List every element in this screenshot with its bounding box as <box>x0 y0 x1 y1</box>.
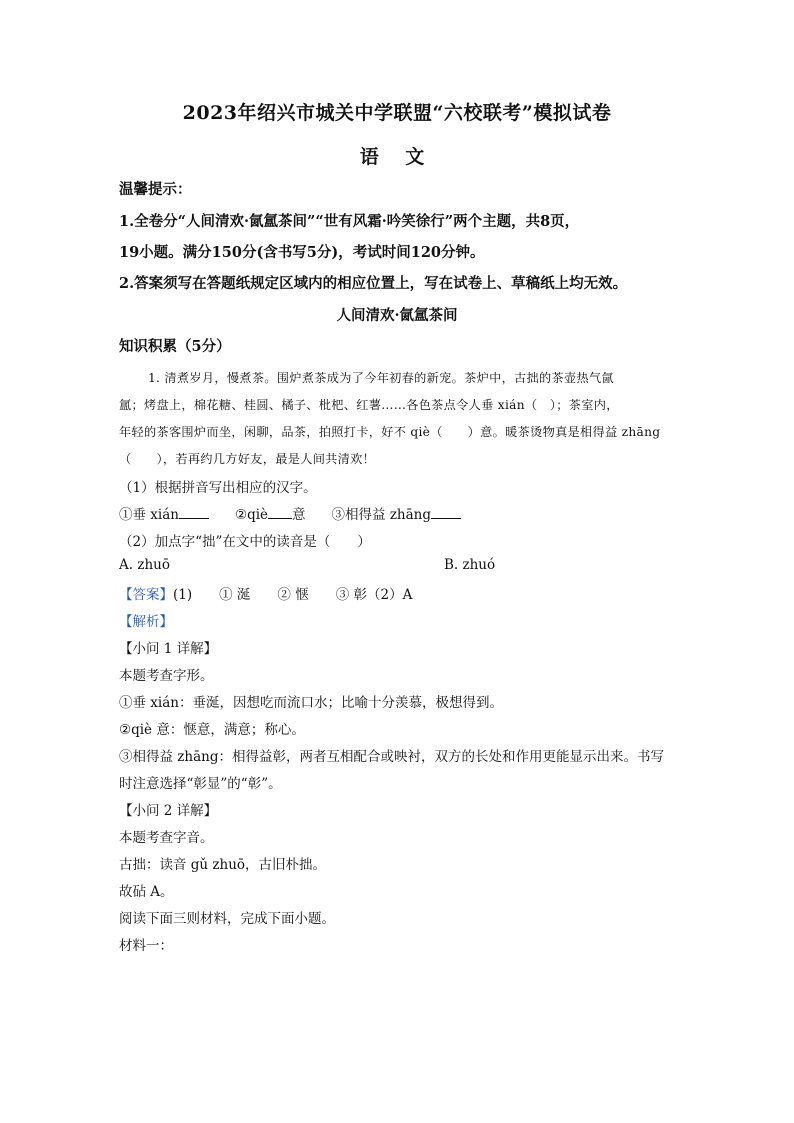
sub1-heading: 【小问 1 详解】 <box>119 641 218 657</box>
option-b: B. zhuó <box>444 557 496 573</box>
question-1-stem: （1）根据拼音写出相应的汉字。 <box>119 480 317 496</box>
page-title: 2023年绍兴市城关中学联盟“六校联考”模拟试卷 <box>182 102 612 124</box>
sub2-intro: 本题考查字音。 <box>119 830 214 846</box>
analysis-label: 【解析】 <box>119 614 173 630</box>
section-part-heading: 知识积累（5分） <box>119 338 231 355</box>
option-a: A. zhuō <box>119 557 170 573</box>
notice-item-2: 2.答案须写在答题纸规定区域内的相应位置上，写在试卷上、草稿纸上均无效。 <box>119 275 628 292</box>
sub2-heading: 【小问 2 详解】 <box>119 803 218 819</box>
blank-c <box>431 506 461 519</box>
passage-line-4: （ ），若再约几方好友，最是人间共清欢！ <box>119 452 376 466</box>
section-theme: 人间清欢·氤氲茶间 <box>336 307 458 324</box>
answer-text: (1) ① 涎 ② 惬 ③ 彰（2）A <box>173 587 413 603</box>
sub1-item-a: ①垂 xián：垂涎，因想吃而流口水；比喻十分羡慕，极想得到。 <box>119 695 503 711</box>
blank-c-label: ③相得益 zhāng <box>331 507 432 523</box>
sub1-item-c-line-2: 时注意选择“彰显”的“彰”。 <box>119 776 282 792</box>
subject-title: 语 文 <box>359 146 435 168</box>
notice-item-1-line-1: 1.全卷分“人间清欢·氤氲茶间”“世有风霜·吟笑徐行”两个主题，共8页， <box>119 213 580 230</box>
passage-line-1: 1. 清煮岁月，慢煮茶。围炉煮茶成为了今年初春的新宠。茶炉中，古拙的茶壶热气氤 <box>148 371 614 385</box>
answer-line <box>119 583 412 603</box>
sub1-item-c-line-1: ③相得益 zhāng：相得益彰，两者互相配合或映衬，双方的长处和作用更能显示出来。书写 <box>119 749 664 765</box>
blank-a <box>179 506 209 519</box>
blank-a-label: ①垂 xián <box>119 507 179 523</box>
notice-item-1-line-2: 19小题。满分150分(含书写5分)，考试时间120分钟。 <box>119 244 485 261</box>
reading-intro: 阅读下面三则材料，完成下面小题。 <box>119 911 335 927</box>
question-2-stem: （2）加点字“拙”在文中的读音是（ ） <box>119 534 371 550</box>
passage-line-2: 氲；烤盘上，棉花糖、桂圆、橘子、枇杷、红薯……各色茶点令人垂 xián（ ）；茶室内， <box>119 398 619 412</box>
sub2-item-b: 故砧 A。 <box>119 884 174 900</box>
notice-heading: 温馨提示： <box>119 181 192 198</box>
blank-b-tail: 意 <box>292 507 306 523</box>
sub1-item-b: ②qiè 意：惬意，满意；称心。 <box>119 722 305 738</box>
material-1-label: 材料一： <box>119 938 173 954</box>
sub1-intro: 本题考查字形。 <box>119 668 214 684</box>
answer-label: 【答案】 <box>119 587 173 603</box>
question-1-blanks <box>119 503 461 523</box>
blank-b-label: ②qiè <box>234 507 269 523</box>
sub2-item-a: 古拙：读音 gǔ zhuō，古旧朴拙。 <box>119 857 327 873</box>
passage-line-3: 年轻的茶客围炉而坐，闲聊，品茶，拍照打卡，好不 qiè（ ）意。暖茶烫物真是相得益 zhāng <box>119 425 661 439</box>
blank-b <box>268 506 292 519</box>
